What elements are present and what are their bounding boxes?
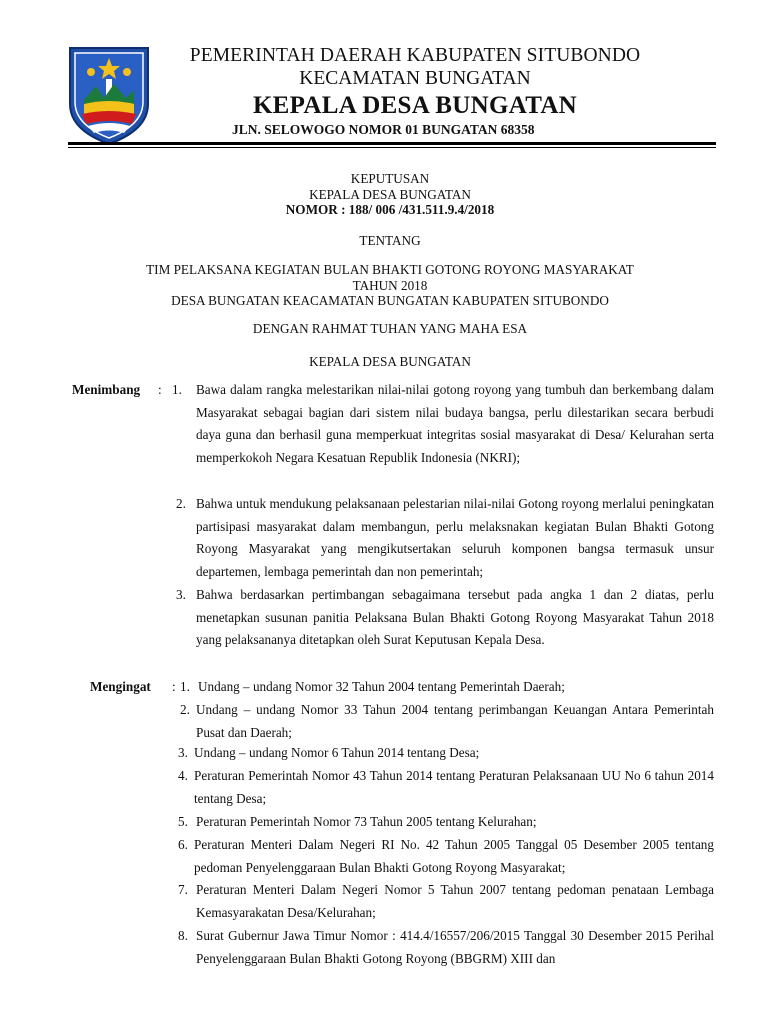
item-text: Bahwa untuk mendukung pelaksanaan pelestarian nilai-nilai Gotong royong merlalui peningkatan partisipasi masyarakat dalam membangun, perlu melaksnakan kegiatan Bulan Bhakti Gotong Royong Masyarakat yang mengikutsertakan seluruh komponen bangsa termasuk unsur departemen, lembaga pemerintah dan non pemerintah; [196, 496, 714, 580]
item-text: Peraturan Menteri Dalam Negeri Nomor 5 Tahun 2007 tentang pedoman penataan Lembaga Kemasyarakatan Desa/Kelurahan; [196, 882, 714, 920]
issuer-heading: KEPALA DESA BUNGATAN [309, 354, 471, 369]
menimbang-colon: : [158, 382, 162, 397]
item-text: Peraturan Menteri Dalam Negeri RI No. 42 Tahun 2005 Tanggal 05 Desember 2005 tentang pedoman Penyelenggaraan Bulan Bhakti Gotong Royong Masyarakat; [194, 837, 714, 875]
subject-line-1: TIM PELAKSANA KEGIATAN BULAN BHAKTI GOTONG ROYONG MASYARAKAT [146, 262, 634, 277]
item-number: 2. [176, 496, 186, 511]
item-text: Peraturan Pemerintah Nomor 73 Tahun 2005 tentang Kelurahan; [196, 814, 537, 829]
subject-line-2: TAHUN 2018 [352, 277, 428, 293]
item-text: Undang – undang Nomor 33 Tahun 2004 tentang perimbangan Keuangan Antara Pemerintah Pusat dan Daerah; [196, 702, 714, 740]
item-number: 5. [178, 814, 188, 829]
mengingat-item [178, 834, 714, 879]
menimbang-item [176, 584, 714, 652]
decision-issuer: KEPALA DESA BUNGATAN [309, 186, 471, 202]
mengingat-label: Mengingat [90, 679, 151, 694]
letterhead-rule-thin [68, 147, 716, 148]
item-number: 3. [176, 587, 186, 602]
subject-block [40, 262, 740, 309]
item-number: 4. [178, 768, 188, 783]
mengingat-item [178, 742, 714, 765]
mengingat-item [178, 879, 714, 924]
mengingat-item [178, 765, 714, 810]
subject-line-3: DESA BUNGATAN KEACAMATAN BUNGATAN KABUPATEN SITUBONDO [171, 293, 609, 308]
item-text: Undang – undang Nomor 6 Tahun 2014 tentang Desa; [194, 745, 480, 760]
menimbang-label: Menimbang [72, 382, 141, 397]
letterhead-district: KECAMATAN BUNGATAN [299, 68, 531, 89]
item-number: 3. [178, 745, 188, 760]
item-number: 2. [180, 702, 190, 717]
menimbang-item [172, 379, 714, 470]
letterhead-office: KEPALA DESA BUNGATAN [252, 92, 578, 119]
item-text: Bawa dalam rangka melestarikan nilai-nilai gotong royong yang tumbuh dan berkembang dalam Masyarakat sebagai bagian dari sistem nilai budaya bangsa, perlu dilestarikan secara berbudi daya guna dan berhasil guna memperkuat integritas sosial masyarakat di Desa/ Kelurahan serta memperkokoh Negara Kesatuan Republik Indonesia (NKRI); [196, 382, 714, 466]
letterhead-address: JLN. SELOWOGO NOMOR 01 BUNGATAN 68358 [232, 122, 535, 137]
item-number: 8. [178, 928, 188, 943]
letterhead-government: PEMERINTAH DAERAH KABUPATEN SITUBONDO [189, 45, 641, 66]
mengingat-item [180, 676, 714, 699]
letterhead-rule-thick [68, 142, 716, 145]
decision-number: NOMOR : 188/ 006 /431.511.9.4/2018 [285, 202, 495, 217]
item-text: Bahwa berdasarkan pertimbangan sebagaimana tersebut pada angka 1 dan 2 diatas, perlu menetapkan susunan panitia Pelaksana Bulan Bhakti Gotong Royong Masyarakat Tahun 2018 yang pelaksananya ditetapkan oleh Surat Keputusan Kepala Desa. [196, 587, 714, 648]
mengingat-item [178, 925, 714, 970]
item-number: 7. [178, 882, 188, 897]
mengingat-item [178, 811, 714, 834]
item-number: 1. [180, 679, 190, 694]
item-number: 6. [178, 837, 188, 852]
item-text: Surat Gubernur Jawa Timur Nomor : 414.4/16557/206/2015 Tanggal 30 Desember 2015 Perihal Penyelenggaraan Bulan Bhakti Gotong Royong (BBGRM) XIII dan [196, 928, 714, 966]
mengingat-item [180, 699, 714, 744]
blessing-line: DENGAN RAHMAT TUHAN YANG MAHA ESA [252, 321, 528, 336]
item-number: 1. [172, 382, 182, 397]
decision-title: KEPUTUSAN [350, 171, 430, 186]
about-heading: TENTANG [359, 233, 421, 248]
menimbang-item [176, 493, 714, 584]
item-text: Undang – undang Nomor 32 Tahun 2004 tentang Pemerintah Daerah; [198, 679, 565, 694]
letterhead [160, 44, 670, 137]
regency-emblem-icon [66, 42, 152, 146]
mengingat-colon: : [172, 679, 176, 694]
decision-title-block [40, 171, 740, 218]
item-text: Peraturan Pemerintah Nomor 43 Tahun 2014 tentang Peraturan Pelaksanaan UU No 6 tahun 2014 tentang Desa; [194, 768, 714, 806]
